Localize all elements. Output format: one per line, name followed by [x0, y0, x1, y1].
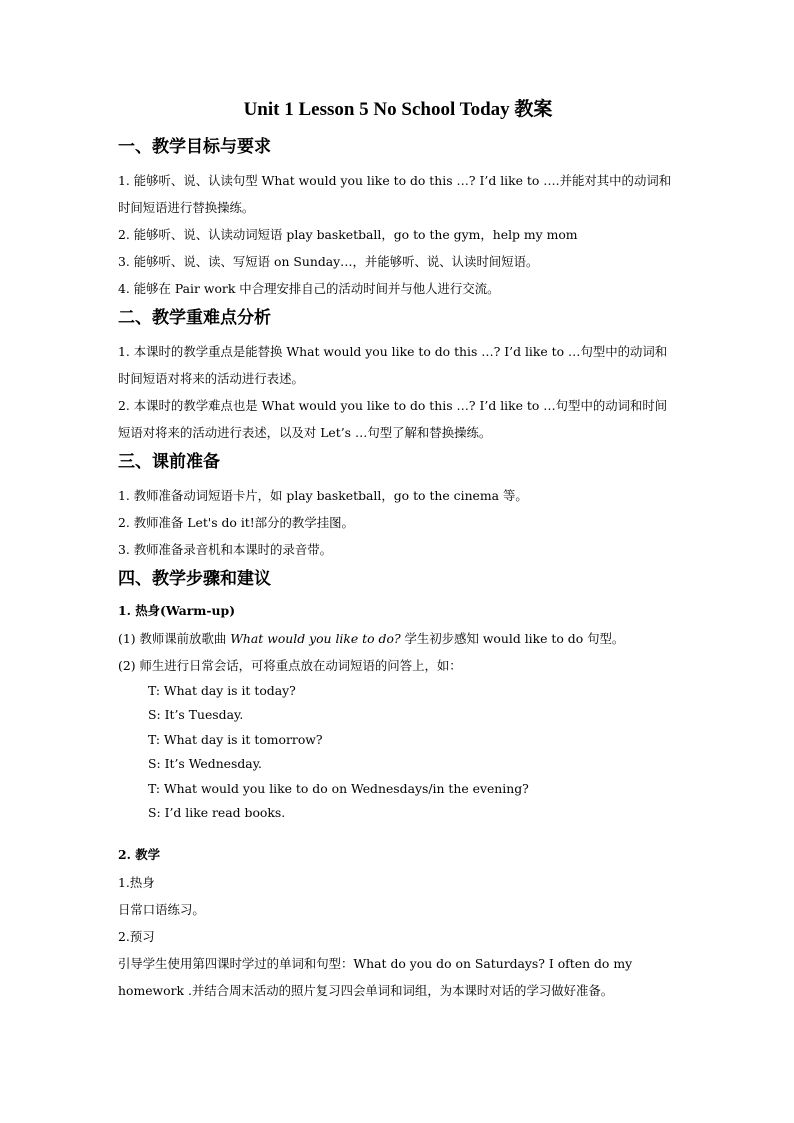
dialogue-line: T: What day is it tomorrow?	[148, 731, 323, 747]
warmup-step-2: (2) 师生进行日常会话，可将重点放在动词短语的问答上，如：	[118, 658, 462, 673]
document-body	[118, 96, 678, 1004]
s3-item-3: 3. 教师准备录音机和本课时的录音带。	[118, 542, 333, 557]
teaching-heading: 2. 教学	[118, 847, 161, 863]
teaching-step-2-label: 2.预习	[118, 929, 155, 945]
dialogue-line: T: What day is it today?	[148, 683, 296, 698]
dialogue-line: S: It’s Wednesday.	[148, 756, 262, 772]
s2-item-2: 2. 本课时的教学难点也是 What would you like to do this …? I’d like to …句型中的动词和时间短语对将来的活动进行表述，以及对 Let’s …句型了解和替换操练。	[118, 398, 668, 440]
teaching-step-1-label: 1.热身	[118, 875, 155, 891]
s2-item-1: 1. 本课时的教学重点是能替换 What would you like to do this …? I’d like to …句型中的动词和时间短语对将来的活动进行表述。	[118, 344, 668, 386]
section-2-heading: 二、教学重难点分析	[118, 308, 271, 328]
s1-item-2: 2. 能够听、说、认读动词短语 play basketball，go to the gym，help my mom	[118, 227, 578, 242]
teaching-step-2-text: 引导学生使用第四课时学过的单词和句型：What do you do on Saturdays? I often do my homework .并结合周末活动的照片复习四会单词和词组，为本课时对话的学习做好准备。	[118, 956, 633, 999]
warmup-step-1	[118, 625, 678, 652]
document-title: Unit 1 Lesson 5 No School Today 教案	[243, 99, 553, 120]
song-title: What would you like to do?	[230, 631, 401, 646]
s1-item-3: 3. 能够听、说、读、写短语 on Sunday…，并能够听、说、认读时间短语。	[118, 254, 539, 269]
warmup-step-1-post: 学生初步感知 would like to do 句型。	[404, 631, 625, 646]
s1-item-1: 1. 能够听、说、认读句型 What would you like to do this …? I’d like to ….并能对其中的动词和时间短语进行替换操练。	[118, 173, 672, 215]
section-3-heading: 三、课前准备	[118, 452, 220, 472]
s3-item-2: 2. 教师准备 Let's do it!部分的教学挂图。	[118, 515, 354, 530]
dialogue-line: S: It’s Tuesday.	[148, 707, 244, 723]
s1-item-4: 4. 能够在 Pair work 中合理安排自己的活动时间并与他人进行交流。	[118, 281, 500, 296]
teaching-step-1-text: 日常口语练习。	[118, 902, 205, 918]
dialogue-line: S: I’d like read books.	[148, 805, 286, 821]
spacer	[118, 825, 678, 839]
section-1-heading: 一、教学目标与要求	[118, 137, 271, 157]
warmup-step-1-pre: (1) 教师课前放歌曲	[118, 631, 227, 646]
dialogue-line: T: What would you like to do on Wednesdays/in the evening?	[148, 780, 529, 796]
warmup-heading: 1. 热身(Warm-up)	[118, 603, 236, 618]
s3-item-1: 1. 教师准备动词短语卡片，如 play basketball，go to the cinema 等。	[118, 488, 528, 503]
section-4-heading: 四、教学步骤和建议	[118, 569, 271, 589]
